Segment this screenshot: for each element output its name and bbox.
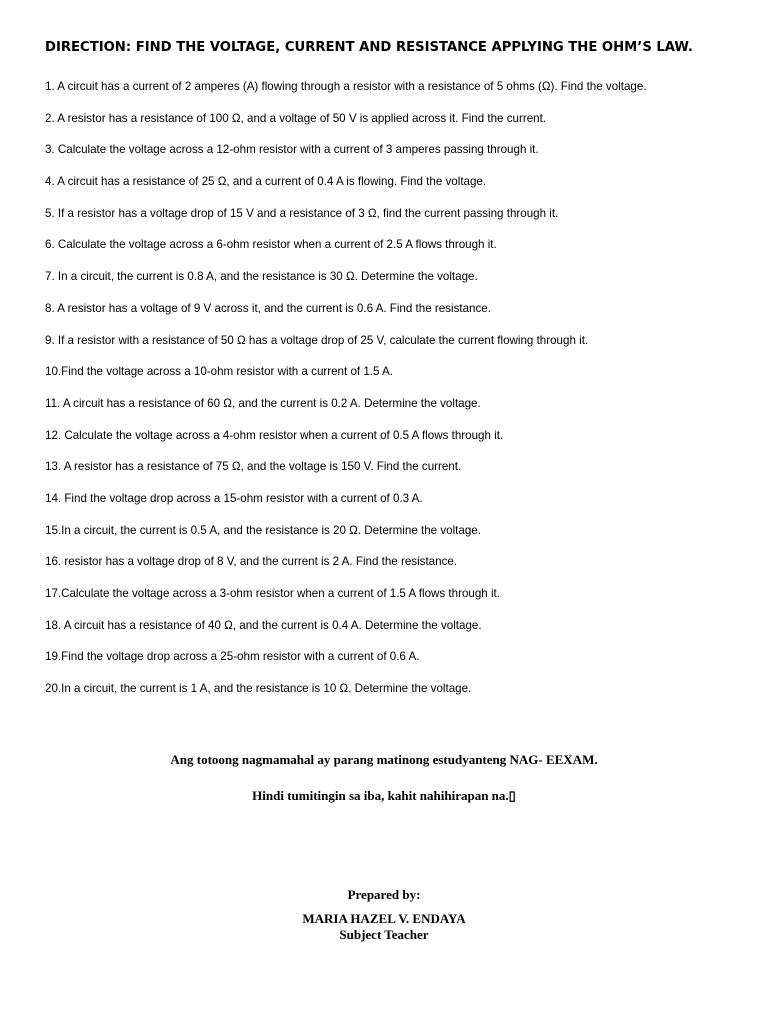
question-item: 12. Calculate the voltage across a 4-ohm resistor when a current of 0.5 A flows through it. [45, 428, 504, 442]
question-item: 7. In a circuit, the current is 0.8 A, and the resistance is 30 Ω. Determine the voltage. [45, 270, 478, 284]
question-item: 16. resistor has a voltage drop of 8 V, and the current is 2 A. Find the resistance. [45, 555, 458, 569]
direction-heading: DIRECTION: FIND THE VOLTAGE, CURRENT AND RESISTANCE APPLYING THE OHM’S LAW. [45, 40, 693, 55]
question-item: 15.In a circuit, the current is 0.5 A, and the resistance is 20 Ω. Determine the voltage. [45, 523, 481, 537]
question-list [45, 78, 745, 712]
question-item: 18. A circuit has a resistance of 40 Ω, and the current is 0.4 A. Determine the voltage. [45, 618, 482, 632]
question-item: 9. If a resistor with a resistance of 50 Ω has a voltage drop of 25 V, calculate the current flowing through it. [45, 333, 589, 347]
question-item: 20.In a circuit, the current is 1 A, and the resistance is 10 Ω. Determine the voltage. [45, 682, 472, 696]
question-item: 3. Calculate the voltage across a 12-ohm resistor with a current of 3 amperes passing through it. [45, 143, 539, 157]
question-item: 17.Calculate the voltage across a 3-ohm resistor when a current of 1.5 A flows through it. [45, 587, 500, 600]
question-item: 5. If a resistor has a voltage drop of 15 V and a resistance of 3 Ω, find the current passing through it. [45, 206, 559, 220]
question-item: 11. A circuit has a resistance of 60 Ω, and the current is 0.2 A. Determine the voltage. [45, 396, 481, 410]
prepared-by-label: Prepared by: [347, 887, 421, 902]
question-item: 13. A resistor has a resistance of 75 Ω, and the voltage is 150 V. Find the current. [45, 460, 462, 474]
question-item: 1. A circuit has a current of 2 amperes (A) flowing through a resistor with a resistance of 5 ohms (Ω). Find the voltage. [45, 80, 647, 93]
closing-quote-line-2: Hindi tumitingin sa iba, kahit nahihirapan na.▯ [252, 788, 516, 803]
question-item: 10.Find the voltage across a 10-ohm resistor with a current of 1.5 A. [45, 365, 393, 379]
question-item: 19.Find the voltage drop across a 25-ohm resistor with a current of 0.6 A. [45, 650, 420, 664]
closing-quote-line-1: Ang totoong nagmamahal ay parang matinong estudyanteng NAG- EEXAM. [170, 752, 598, 767]
teacher-name: MARIA HAZEL V. ENDAYA [302, 911, 466, 926]
question-item: 4. A circuit has a resistance of 25 Ω, and a current of 0.4 A is flowing. Find the voltage. [45, 175, 487, 189]
question-item: 2. A resistor has a resistance of 100 Ω, and a voltage of 50 V is applied across it. Find the current. [45, 111, 547, 125]
question-item: 6. Calculate the voltage across a 6-ohm resistor when a current of 2.5 A flows through it. [45, 238, 497, 252]
question-item: 14. Find the voltage drop across a 15-ohm resistor with a current of 0.3 A. [45, 491, 423, 505]
teacher-role: Subject Teacher [339, 927, 429, 942]
question-item: 8. A resistor has a voltage of 9 V across it, and the current is 0.6 A. Find the resistance. [45, 301, 491, 315]
